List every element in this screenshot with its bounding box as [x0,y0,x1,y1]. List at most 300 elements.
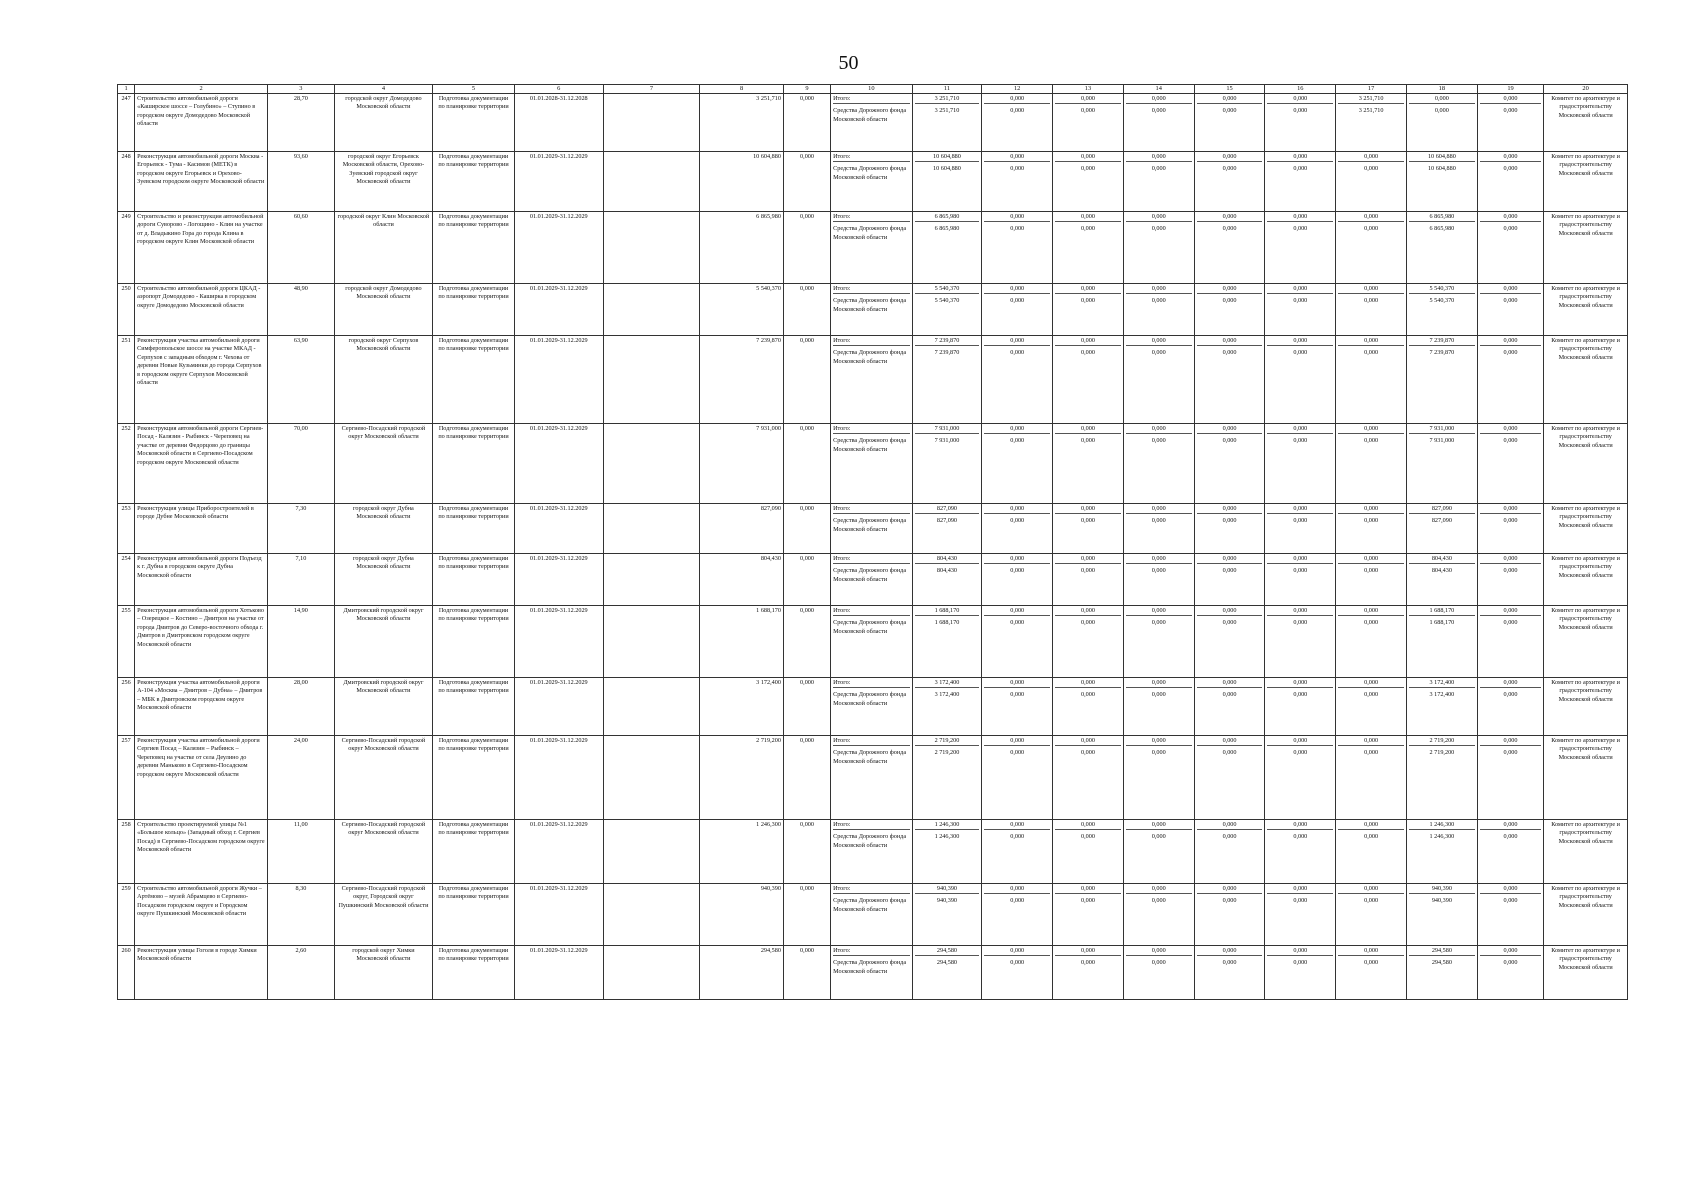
work-period: 01.01.2029-31.12.2029 [514,152,603,212]
year-total: 0,000 [1267,95,1333,104]
work-period: 01.01.2029-31.12.2029 [514,554,603,606]
total-cost: 1 688,170 [700,606,784,678]
year-total: 0,000 [1338,337,1404,346]
year-total: 5 540,370 [915,285,980,294]
customer: Комитет по архитектуре и градостроительству Московской области [1544,94,1628,152]
year-value-v17 [1336,554,1407,606]
year-source-value: 0,000 [1010,437,1025,445]
year-source-value: 1 246,300 [1429,833,1455,841]
year-total: 0,000 [1055,337,1121,346]
location: Сергиево-Посадский городской округ, Городской округ Пушкинский Московской области [334,884,433,946]
location: Дмитровский городской округ Московской области [334,678,433,736]
year-source-value: 0,000 [1010,349,1025,357]
year-source-value: 0,000 [1293,897,1308,905]
column-9-value: 0,000 [783,336,830,424]
year-source-value: 0,000 [1081,165,1095,173]
object-name: Реконструкция участка автомобильной дороги А-104 «Москва – Дмитров – Дубна» – Дмитров – МБК в Дмитровском городском округе Московской области [135,678,268,736]
length-value: 7,10 [268,554,334,606]
year-total: 0,000 [1126,337,1192,346]
year-total: 0,000 [984,679,1050,688]
column-number-row [118,85,1628,94]
year-value-v12 [982,284,1053,336]
year-total: 0,000 [1338,885,1404,894]
location: городской округ Дубна Московской области [334,554,433,606]
column-9-value: 0,000 [783,606,830,678]
year-total: 0,000 [1338,821,1404,830]
table-body [118,94,1628,1000]
column-7-value [603,336,700,424]
year-value-v15 [1194,606,1265,678]
year-source-value: 0,000 [1503,959,1518,967]
year-total: 0,000 [1055,285,1121,294]
year-total: 0,000 [1480,679,1541,688]
year-total: 0,000 [1126,885,1192,894]
year-total: 0,000 [1126,821,1192,830]
year-total: 2 719,200 [1409,737,1475,746]
year-source-value: 0,000 [1081,749,1095,757]
year-value-v12 [982,504,1053,554]
year-total: 0,000 [1267,213,1333,222]
year-source-value: 1 246,300 [934,833,960,841]
object-name: Строительство проектируемой улицы №1 «Большое кольцо» (Западный обход г. Сергиев Посад) в Сергиево-Посадском городском округе Московской области [135,820,268,884]
location: городской округ Домодедово Московской области [334,94,433,152]
year-total: 0,000 [1267,337,1333,346]
table-row [118,820,1628,884]
year-source-value: 3 172,400 [934,691,960,699]
year-value-v11 [912,678,982,736]
total-cost: 10 604,880 [700,152,784,212]
year-total: 0,000 [1338,607,1404,616]
location: городской округ Серпухов Московской области [334,336,433,424]
year-source-value: 0,000 [1010,691,1025,699]
customer: Комитет по архитектуре и градостроительству Московской области [1544,736,1628,820]
year-value-v18 [1406,94,1477,152]
year-total: 0,000 [1480,425,1541,434]
year-value-v11 [912,606,982,678]
year-source-value: 0,000 [1151,349,1166,357]
work-period: 01.01.2029-31.12.2029 [514,820,603,884]
length-value: 14,90 [268,606,334,678]
year-value-v15 [1194,678,1265,736]
column-number: 18 [1406,85,1477,94]
length-value: 60,60 [268,212,334,284]
year-total: 294,580 [915,947,980,956]
year-total: 0,000 [1480,153,1541,162]
row-number: 257 [118,736,135,820]
length-value: 93,60 [268,152,334,212]
year-source-value: 7 931,000 [1429,437,1455,445]
year-value-v16 [1265,946,1336,1000]
year-value-v17 [1336,212,1407,284]
year-source-value: 940,390 [1431,897,1452,905]
year-value-v15 [1194,94,1265,152]
year-total: 827,090 [1409,505,1475,514]
year-total: 0,000 [1480,821,1541,830]
year-value-v19 [1477,606,1543,678]
year-total: 0,000 [1055,737,1121,746]
funding-source [831,284,913,336]
table-row [118,336,1628,424]
location: Дмитровский городской округ Московской области [334,606,433,678]
year-total: 1 246,300 [915,821,980,830]
location: городской округ Дубна Московской области [334,504,433,554]
column-9-value: 0,000 [783,284,830,336]
work-stage: Подготовка документации по планировке территории [433,820,515,884]
year-value-v15 [1194,212,1265,284]
year-total: 0,000 [984,737,1050,746]
year-value-v14 [1123,554,1194,606]
source-label: Средства Дорожного фонда Московской области [833,749,907,765]
year-source-value: 0,000 [1293,691,1308,699]
year-total: 0,000 [1480,505,1541,514]
year-source-value: 0,000 [1503,297,1518,305]
year-value-v19 [1477,736,1543,820]
year-value-v19 [1477,94,1543,152]
year-total: 940,390 [915,885,980,894]
year-source-value: 3 251,710 [934,107,960,115]
year-total: 0,000 [1267,153,1333,162]
column-9-value: 0,000 [783,212,830,284]
year-source-value: 1 688,170 [1429,619,1455,627]
year-value-v15 [1194,504,1265,554]
customer: Комитет по архитектуре и градостроительству Московской области [1544,336,1628,424]
year-total: 6 865,980 [1409,213,1475,222]
column-number: 2 [135,85,268,94]
year-value-v18 [1406,820,1477,884]
row-number: 250 [118,284,135,336]
year-source-value: 0,000 [1222,107,1237,115]
source-label: Средства Дорожного фонда Московской области [833,567,907,583]
year-total: 6 865,980 [915,213,980,222]
work-stage: Подготовка документации по планировке территории [433,946,515,1000]
year-total: 0,000 [1197,425,1263,434]
year-total: 0,000 [1267,947,1333,956]
work-period: 01.01.2029-31.12.2029 [514,736,603,820]
year-value-v16 [1265,336,1336,424]
column-7-value [603,152,700,212]
year-value-v14 [1123,884,1194,946]
year-total: 0,000 [1126,737,1192,746]
year-total: 0,000 [1480,607,1541,616]
year-value-v18 [1406,678,1477,736]
work-stage: Подготовка документации по планировке территории [433,504,515,554]
customer: Комитет по архитектуре и градостроительству Московской области [1544,504,1628,554]
year-value-v11 [912,152,982,212]
customer: Комитет по архитектуре и градостроительству Московской области [1544,606,1628,678]
year-value-v15 [1194,946,1265,1000]
year-value-v11 [912,212,982,284]
year-total: 0,000 [984,607,1050,616]
table-row [118,736,1628,820]
column-9-value: 0,000 [783,884,830,946]
source-label: Средства Дорожного фонда Московской области [833,959,907,975]
row-number: 256 [118,678,135,736]
year-total: 0,000 [1480,555,1541,564]
year-source-value: 0,000 [1293,517,1308,525]
row-number: 258 [118,820,135,884]
year-value-v12 [982,606,1053,678]
row-number: 249 [118,212,135,284]
year-source-value: 0,000 [1151,959,1166,967]
year-total: 1 246,300 [1409,821,1475,830]
year-source-value: 0,000 [1151,897,1166,905]
total-cost: 3 251,710 [700,94,784,152]
year-source-value: 0,000 [1081,517,1095,525]
year-source-value: 0,000 [1293,959,1308,967]
funding-source [831,424,913,504]
column-7-value [603,606,700,678]
year-source-value: 3 172,400 [1429,691,1455,699]
year-source-value: 0,000 [1151,567,1166,575]
length-value: 24,00 [268,736,334,820]
year-value-v13 [1053,884,1124,946]
year-value-v16 [1265,884,1336,946]
year-source-value: 0,000 [1503,437,1518,445]
total-cost: 804,430 [700,554,784,606]
column-9-value: 0,000 [783,820,830,884]
year-total: 0,000 [1055,213,1121,222]
year-total: 0,000 [984,285,1050,294]
location: Сергиево-Посадский городской округ Московской области [334,736,433,820]
year-value-v16 [1265,736,1336,820]
work-period: 01.01.2029-31.12.2029 [514,504,603,554]
year-source-value: 0,000 [1293,225,1308,233]
work-stage: Подготовка документации по планировке территории [433,336,515,424]
year-total: 1 688,170 [915,607,980,616]
year-source-value: 0,000 [1364,437,1379,445]
work-period: 01.01.2029-31.12.2029 [514,606,603,678]
year-total: 10 604,880 [1409,153,1475,162]
object-name: Реконструкция улицы Приборостроителей в городе Дубне Московской области [135,504,268,554]
total-cost: 827,090 [700,504,784,554]
table-row [118,424,1628,504]
year-total: 0,000 [1338,213,1404,222]
year-value-v19 [1477,212,1543,284]
year-value-v16 [1265,94,1336,152]
year-source-value: 0,000 [1222,897,1237,905]
source-label: Средства Дорожного фонда Московской области [833,897,907,913]
year-source-value: 0,000 [1151,619,1166,627]
year-source-value: 0,000 [1151,225,1166,233]
year-source-value: 0,000 [1010,619,1025,627]
year-source-value: 0,000 [1222,517,1237,525]
work-stage: Подготовка документации по планировке территории [433,152,515,212]
work-period: 01.01.2029-31.12.2029 [514,884,603,946]
year-total: 0,000 [1055,425,1121,434]
year-value-v15 [1194,284,1265,336]
year-value-v19 [1477,884,1543,946]
source-label: Средства Дорожного фонда Московской области [833,165,907,181]
year-total: 0,000 [1338,425,1404,434]
row-number: 260 [118,946,135,1000]
work-stage: Подготовка документации по планировке территории [433,94,515,152]
year-value-v16 [1265,606,1336,678]
year-source-value: 827,090 [936,517,957,525]
year-total: 0,000 [1055,555,1121,564]
year-value-v13 [1053,94,1124,152]
year-source-value: 0,000 [1222,349,1237,357]
year-total: 0,000 [1267,737,1333,746]
length-value: 11,00 [268,820,334,884]
year-value-v12 [982,152,1053,212]
customer: Комитет по архитектуре и градостроительству Московской области [1544,284,1628,336]
year-value-v18 [1406,212,1477,284]
year-source-value: 0,000 [1222,691,1237,699]
length-value: 63,90 [268,336,334,424]
year-source-value: 0,000 [1081,349,1095,357]
year-source-value: 0,000 [1222,959,1237,967]
year-total: 0,000 [1055,885,1121,894]
source-label: Средства Дорожного фонда Московской области [833,297,907,313]
work-period: 01.01.2028-31.12.2028 [514,94,603,152]
total-cost: 5 540,370 [700,284,784,336]
year-value-v12 [982,336,1053,424]
total-label: Итого: [833,679,910,688]
year-total: 0,000 [1055,947,1121,956]
total-label: Итого: [833,947,910,956]
year-value-v14 [1123,94,1194,152]
year-source-value: 0,000 [1081,297,1095,305]
year-source-value: 0,000 [1010,959,1025,967]
column-7-value [603,678,700,736]
year-value-v14 [1123,212,1194,284]
length-value: 7,30 [268,504,334,554]
funding-source [831,820,913,884]
total-label: Итого: [833,885,910,894]
year-total: 0,000 [1126,213,1192,222]
table-row [118,504,1628,554]
year-source-value: 0,000 [1293,107,1308,115]
table-row [118,678,1628,736]
year-total: 0,000 [1055,679,1121,688]
year-value-v17 [1336,94,1407,152]
work-stage: Подготовка документации по планировке территории [433,424,515,504]
year-source-value: 0,000 [1151,691,1166,699]
year-total: 0,000 [1197,885,1263,894]
table-row [118,94,1628,152]
work-stage: Подготовка документации по планировке территории [433,884,515,946]
year-value-v16 [1265,678,1336,736]
year-source-value: 0,000 [1503,833,1518,841]
year-value-v19 [1477,336,1543,424]
column-number: 12 [982,85,1053,94]
year-total: 7 239,870 [915,337,980,346]
year-total: 0,000 [1480,337,1541,346]
year-value-v18 [1406,736,1477,820]
length-value: 70,00 [268,424,334,504]
year-value-v18 [1406,554,1477,606]
column-7-value [603,884,700,946]
year-value-v13 [1053,554,1124,606]
funding-source [831,884,913,946]
object-name: Строительство автомобильной дороги ЦКАД - аэропорт Домодедово - Каширка в городском округе Домодедово Московской области [135,284,268,336]
column-9-value: 0,000 [783,736,830,820]
year-source-value: 0,000 [1364,517,1379,525]
customer: Комитет по архитектуре и градостроительству Московской области [1544,554,1628,606]
year-total: 0,000 [1055,95,1121,104]
work-stage: Подготовка документации по планировке территории [433,212,515,284]
year-total: 0,000 [1197,607,1263,616]
year-value-v18 [1406,284,1477,336]
year-total: 1 688,170 [1409,607,1475,616]
year-total: 0,000 [1126,555,1192,564]
total-label: Итого: [833,95,910,104]
year-source-value: 0,000 [1364,165,1379,173]
customer: Комитет по архитектуре и градостроительству Московской области [1544,820,1628,884]
work-stage: Подготовка документации по планировке территории [433,736,515,820]
year-value-v13 [1053,284,1124,336]
column-7-value [603,736,700,820]
funding-source [831,152,913,212]
year-source-value: 0,000 [1081,959,1095,967]
column-number: 11 [912,85,982,94]
row-number: 254 [118,554,135,606]
year-total: 0,000 [1126,947,1192,956]
year-source-value: 0,000 [1081,567,1095,575]
location: городской округ Клин Московской области [334,212,433,284]
year-value-v18 [1406,336,1477,424]
column-number: 20 [1544,85,1628,94]
year-total: 0,000 [984,337,1050,346]
year-source-value: 0,000 [1364,959,1379,967]
work-period: 01.01.2029-31.12.2029 [514,284,603,336]
year-total: 940,390 [1409,885,1475,894]
total-cost: 294,580 [700,946,784,1000]
year-source-value: 0,000 [1010,517,1025,525]
year-total: 0,000 [1267,607,1333,616]
year-total: 0,000 [1338,947,1404,956]
column-7-value [603,424,700,504]
source-label: Средства Дорожного фонда Московской области [833,225,907,241]
year-value-v12 [982,554,1053,606]
year-source-value: 0,000 [1081,897,1095,905]
year-total: 0,000 [1267,821,1333,830]
year-total: 0,000 [1338,679,1404,688]
column-9-value: 0,000 [783,554,830,606]
year-value-v17 [1336,946,1407,1000]
year-source-value: 7 931,000 [934,437,960,445]
year-value-v12 [982,678,1053,736]
work-period: 01.01.2029-31.12.2029 [514,678,603,736]
year-total: 0,000 [1126,679,1192,688]
column-number: 6 [514,85,603,94]
year-value-v18 [1406,884,1477,946]
year-source-value: 0,000 [1081,437,1095,445]
table-row [118,152,1628,212]
year-source-value: 0,000 [1293,749,1308,757]
year-source-value: 0,000 [1364,297,1379,305]
source-label: Средства Дорожного фонда Московской области [833,349,907,365]
year-source-value: 0,000 [1151,749,1166,757]
table-row [118,946,1628,1000]
row-number: 255 [118,606,135,678]
year-total: 2 719,200 [915,737,980,746]
year-value-v13 [1053,678,1124,736]
year-value-v17 [1336,606,1407,678]
year-total: 0,000 [984,555,1050,564]
source-label: Средства Дорожного фонда Московской области [833,619,907,635]
year-value-v15 [1194,424,1265,504]
year-total: 0,000 [1197,505,1263,514]
year-total: 0,000 [1055,607,1121,616]
work-stage: Подготовка документации по планировке территории [433,554,515,606]
year-source-value: 6 865,980 [934,225,960,233]
year-value-v13 [1053,504,1124,554]
year-source-value: 804,430 [936,567,957,575]
year-value-v12 [982,820,1053,884]
year-source-value: 7 239,870 [1429,349,1455,357]
object-name: Строительство автомобильной дороги Жучки – Артёмово – музей Абрамцево в Сергиево-Посадском городском округе и Городском округе Пушкинский Московской области [135,884,268,946]
